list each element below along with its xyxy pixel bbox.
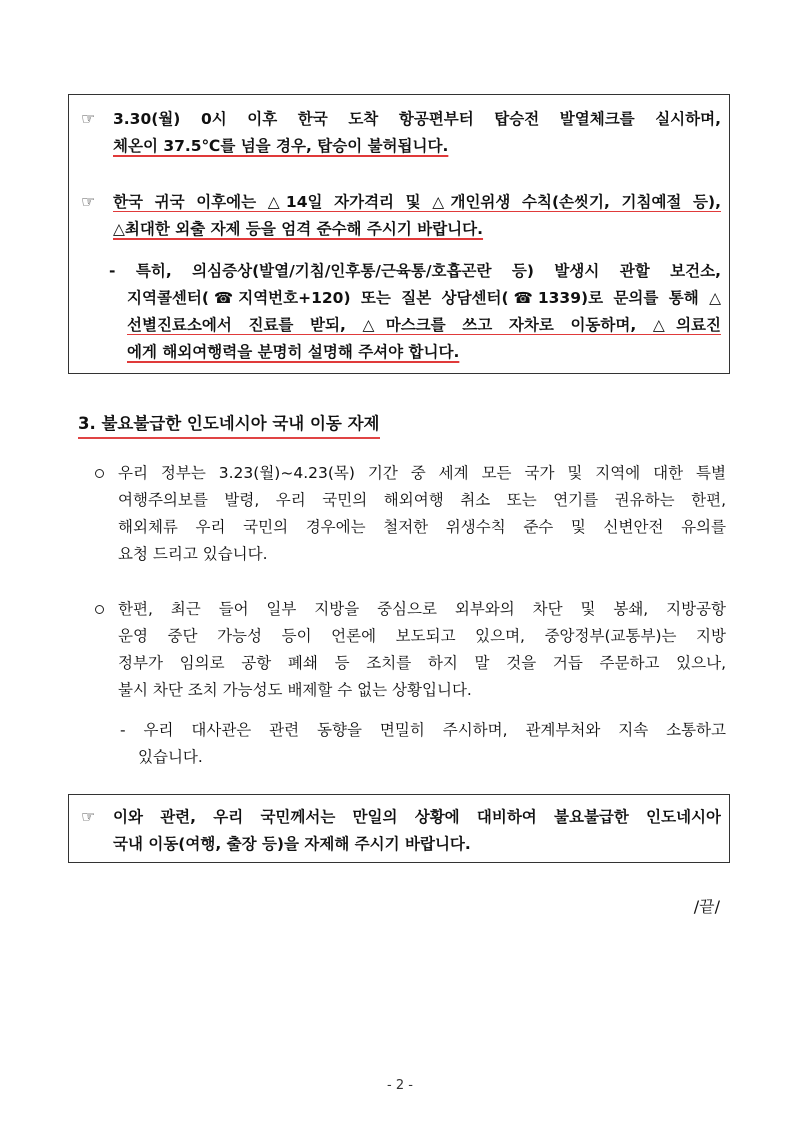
para3-line1: - 우리 대사관은 관련 동향을 면밀히 주시하며, 관계부처와 지속 소통하고	[120, 721, 726, 739]
pointing-hand-icon: ☞	[81, 807, 96, 826]
notice-box-bottom	[68, 794, 730, 863]
pointing-hand-icon: ☞	[81, 192, 96, 211]
circle-bullet-icon	[95, 605, 104, 614]
box2-line1: 이와 관련, 우리 국민께서는 만일의 상황에 대비하여 불요불급한 인도네시아	[113, 808, 721, 826]
para1-line2: 여행주의보를 발령, 우리 국민의 해외여행 취소 또는 연기를 권유하는 한편,	[118, 491, 726, 509]
box1-p3-line2: 지역콜센터(☎지역번호+120) 또는 질본 상담센터(☎1339)로 문의를 통해 △	[127, 289, 721, 307]
box1-p3-line4: 에게 해외여행력을 분명히 설명해 주셔야 합니다.	[127, 343, 460, 361]
notice-box-top	[68, 94, 730, 374]
end-mark: /끝/	[693, 897, 720, 916]
para1-line4: 요청 드리고 있습니다.	[118, 545, 268, 563]
box1-p1-line1: 3.30(월) 0시 이후 한국 도착 항공편부터 탑승전 발열체크를 실시하며,	[113, 110, 721, 128]
box1-p2-line2: △최대한 외출 자제 등을 엄격 준수해 주시기 바랍니다.	[113, 220, 484, 238]
box2-line2: 국내 이동(여행, 출장 등)을 자제해 주시기 바랍니다.	[113, 835, 471, 853]
page-number: - 2 -	[387, 1078, 413, 1093]
box1-p2-line1: 한국 귀국 이후에는 △14일 자가격리 및 △개인위생 수칙(손씻기, 기침예절 등),	[113, 193, 721, 211]
pointing-hand-icon: ☞	[81, 109, 96, 128]
section-heading: 3. 불요불급한 인도네시아 국내 이동 자제	[78, 413, 380, 439]
para2-line1: 한편, 최근 들어 일부 지방을 중심으로 외부와의 차단 및 봉쇄, 지방공항	[118, 600, 726, 618]
para1-line3: 해외체류 우리 국민의 경우에는 철저한 위생수칙 준수 및 신변안전 유의를	[118, 518, 726, 536]
para2-line3: 정부가 임의로 공항 폐쇄 등 조치를 하지 말 것을 거듭 주문하고 있으나,	[118, 654, 726, 672]
para1-line1: 우리 정부는 3.23(월)~4.23(목) 기간 중 세계 모든 국가 및 지역에 대한 특별	[118, 464, 726, 482]
box1-p1-line2: 체온이 37.5℃를 넘을 경우, 탑승이 불허됩니다.	[113, 137, 449, 155]
para2-line2: 운영 중단 가능성 등이 언론에 보도되고 있으며, 중앙정부(교통부)는 지방	[118, 627, 726, 645]
para2-line4: 불시 차단 조치 가능성도 배제할 수 없는 상황입니다.	[118, 681, 472, 699]
box1-p3-line3: 선별진료소에서 진료를 받되, △마스크를 쓰고 자차로 이동하며, △의료진	[127, 316, 721, 334]
circle-bullet-icon	[95, 469, 104, 478]
para3-line2: 있습니다.	[138, 748, 203, 766]
box1-p3-line1: - 특히, 의심증상(발열/기침/인후통/근육통/호흡곤란 등) 발생시 관할 보건소,	[109, 262, 721, 280]
